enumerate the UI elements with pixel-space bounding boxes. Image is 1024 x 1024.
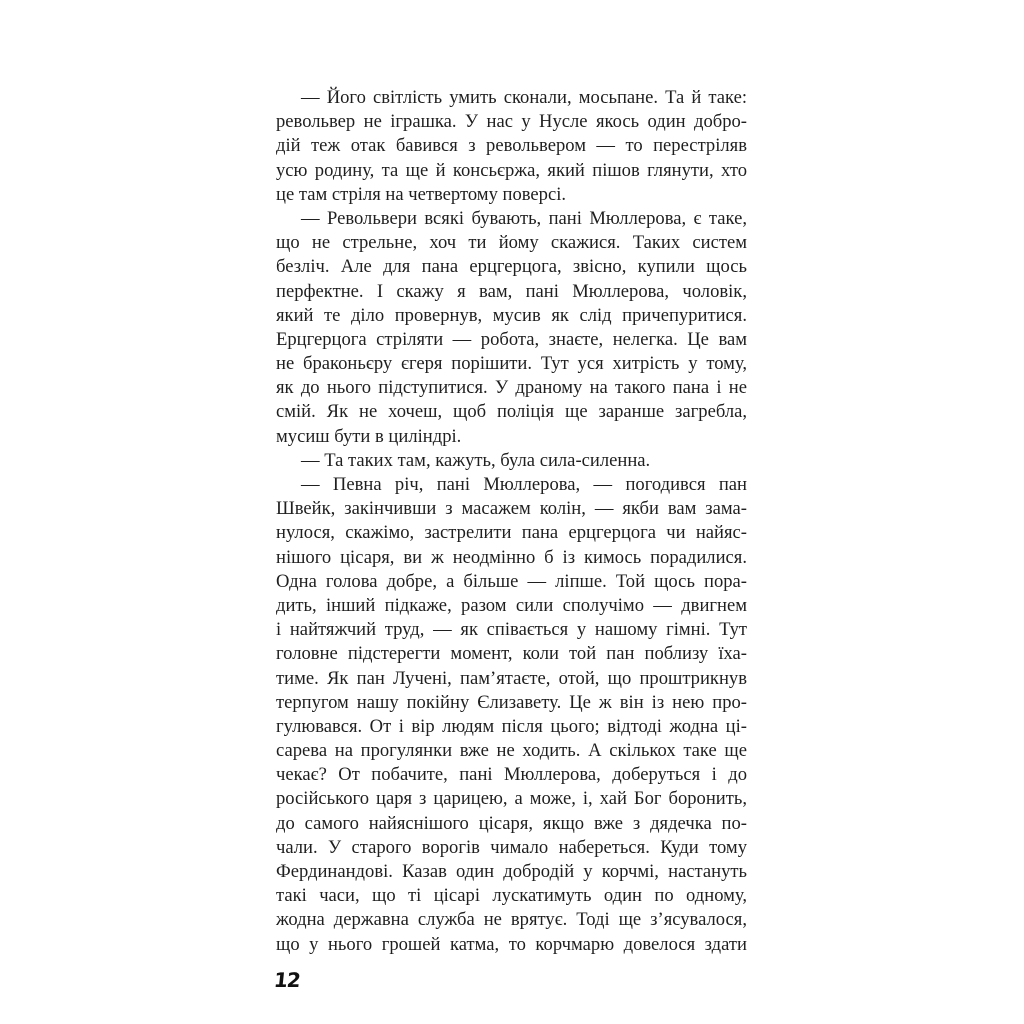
text-line: що у нього грошей катма, то корчмарю довелося здати [276,933,747,955]
text-line: російського царя з царицею, а може, і, хай Бог боронить, [276,788,747,810]
text-line: — Певна річ, пані Мюллерова, — погодився пан [301,474,747,495]
text-line: нулося, скажімо, застрелити пана ерцгерцога чи найяс- [276,522,747,544]
text-line: терпугом нашу покійну Єлизавету. Це ж він із нею про- [276,691,747,713]
text-line: усю родину, та ще й консьєржа, який пішов глянути, хто [276,159,747,181]
text-line: чали. У старого ворогів чимало набереться. Куди тому [276,836,747,858]
text-line: що не стрельне, хоч ти йому скажися. Таких систем [276,232,747,254]
text-line: головне підстерегти момент, коли той пан поблизу їха- [276,643,747,665]
text-line: — Револьвери всякі бувають, пані Мюллерова, є таке, [301,207,747,229]
text-line: сарева на прогулянки вже не ходить. А скількох таке ще [276,740,747,762]
text-line: гулювався. От і вір людям після цього; відтоді жодна ці- [276,715,747,737]
text-line: чекає? От побачите, пані Мюллерова, доберуться і до [276,764,747,786]
text-line: до самого найяснішого цісаря, якщо вже з дядечка по- [276,812,747,834]
text-line: нішого цісаря, ви ж неодмінно б із кимось порадилися. [276,546,747,568]
text-line: такі часи, що ті цісарі лускатимуть один по одному, [276,885,747,907]
text-line: Ерцгерцога стріляти — робота, знаєте, нелегка. Це вам [276,328,747,350]
page-number: 12 [272,968,302,992]
text-line: як до нього підступитися. У драному на такого пана і не [276,377,747,399]
text-line: Швейк, закінчивши з масажем колін, — якби вам зама- [276,498,747,520]
text-line: дій теж отак бавився з револьвером — то перестріляв [276,135,747,157]
text-line: і найтяжчий труд, — як співається у нашому гімні. Тут [276,619,747,641]
paragraph-1 [276,86,747,207]
text-line: це там стріля на четвертому поверсі. [276,183,567,205]
text-line: смій. Як не хочеш, щоб поліція ще заранше загребла, [276,401,747,423]
text-line: мусиш бути в циліндрі. [276,425,462,447]
paragraph-4 [276,473,747,957]
text-line: Одна голова добре, а більше — ліпше. Той щось пора- [276,570,747,592]
text-line: Фердинандові. Казав один добродій у корчмі, настануть [276,861,747,882]
text-line: тиме. Як пан Лучені, пам’ятаєте, отой, що проштрикнув [276,667,747,689]
text-line: дить, інший підкаже, разом сили сполучімо — двигнем [276,594,747,616]
text-line: — Та таких там, кажуть, була сила-силенна. [301,449,651,471]
text-line: жодна державна служба не врятує. Тоді ще з’ясувалося, [276,909,747,931]
text-line: перфектне. І скажу я вам, пані Мюллерова, чоловік, [276,280,747,302]
paragraph-2 [276,207,747,449]
text-line: який те діло провернув, мусив як слід причепуритися. [276,304,747,326]
text-line: безліч. Але для пана ерцгерцога, звісно, купили щось [276,256,747,278]
text-line: револьвер не іграшка. У нас у Нусле якось один добро- [276,111,747,133]
text-line: — Його світлість умить сконали, мосьпане. Та й таке: [301,87,747,108]
body-text [276,86,747,957]
text-line: не браконьєру єгеря порішити. Тут уся хитрість у тому, [276,353,747,375]
paragraph-3 [276,449,747,473]
